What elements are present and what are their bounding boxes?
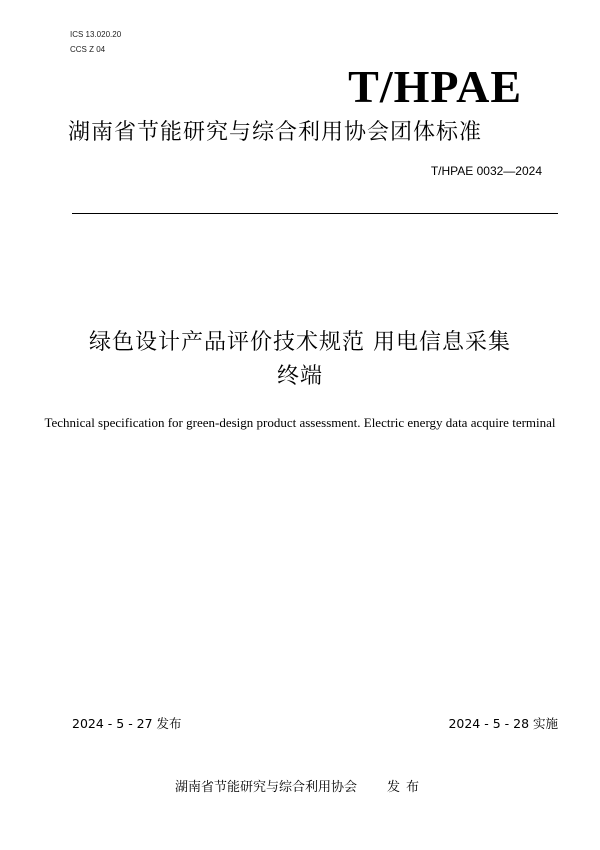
issue-label: 发布 [387, 780, 426, 795]
ics-code: ICS 13.020.20 [70, 30, 122, 39]
implement-date: 2024 - 5 - 28 实施 [448, 716, 558, 731]
title-line-2: 终端 [276, 364, 323, 389]
publish-date: 2024 - 5 - 27 发布 [72, 716, 182, 731]
issuer-line [0, 776, 600, 795]
divider [72, 213, 558, 214]
brand-logo: T/HPAE [348, 61, 522, 112]
document-title [0, 326, 600, 394]
ccs-code: CCS Z 04 [70, 45, 106, 54]
organization-title: 湖南省节能研究与综合利用协会团体标准 [68, 120, 483, 145]
issuer-name: 湖南省节能研究与综合利用协会 [174, 780, 357, 795]
standard-number: T/HPAE 0032—2024 [430, 164, 542, 178]
title-line-1: 绿色设计产品评价技术规范 用电信息采集 [89, 330, 511, 355]
english-title: Technical specification for green-design product assessment. Electric energy data acquire terminal [44, 415, 556, 430]
